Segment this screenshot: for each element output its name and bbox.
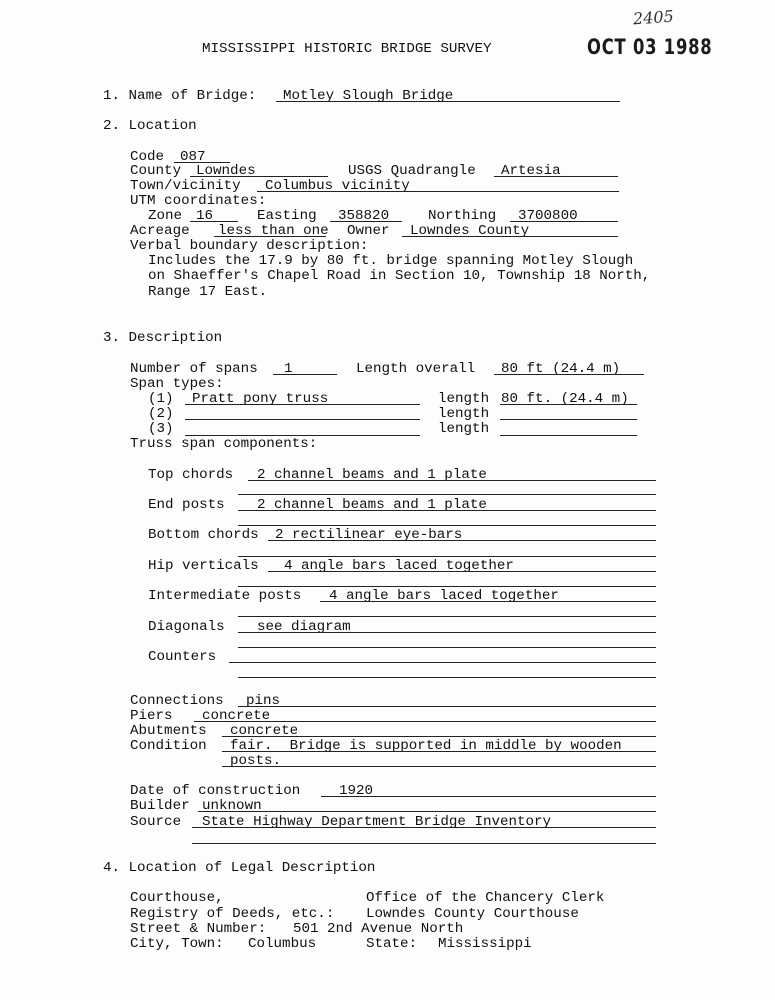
acreage-label: Acreage <box>130 223 190 239</box>
town-vicinity-value: Columbus vicinity <box>265 178 410 194</box>
number-of-spans-label: Number of spans <box>130 361 258 377</box>
connections-underline <box>238 706 656 707</box>
zone-value: 16 <box>196 208 214 224</box>
code-value: 087 <box>180 149 206 165</box>
span-row-type-underline <box>185 419 420 420</box>
street-number-label: Street & Number: <box>130 921 267 937</box>
intermediate-posts-label: Intermediate posts <box>148 588 302 604</box>
handwritten-file-number: 2405 <box>632 6 675 29</box>
northing-underline <box>510 221 618 222</box>
county-underline <box>190 176 328 177</box>
easting-label: Easting <box>257 208 317 224</box>
diagonals-underline <box>238 632 656 633</box>
received-date-stamp: OCT 03 1988 <box>587 35 713 59</box>
source-underline <box>192 827 656 828</box>
diagonals-label: Diagonals <box>148 619 225 635</box>
number-of-spans-value: 1 <box>284 361 293 377</box>
town-vicinity-underline <box>257 191 619 192</box>
bridge-name-value: Motley Slough Bridge <box>283 88 454 104</box>
piers-value: concrete <box>202 708 271 724</box>
city-town-value: Columbus <box>248 936 317 952</box>
condition-underline-2 <box>222 766 656 767</box>
hip-verticals-underline-2 <box>238 586 656 587</box>
bottom-chords-value: 2 rectilinear eye-bars <box>275 527 463 543</box>
bottom-chords-label: Bottom chords <box>148 527 259 543</box>
builder-value: unknown <box>202 798 262 814</box>
state-label: State: <box>366 936 418 952</box>
courthouse-value: Office of the Chancery Clerk <box>366 890 605 906</box>
boundary-description-label: Verbal boundary description: <box>130 238 369 254</box>
street-number-value: 501 2nd Avenue North <box>293 921 464 937</box>
condition-label: Condition <box>130 738 207 754</box>
condition-underline <box>222 751 656 752</box>
number-of-spans-underline <box>273 374 337 375</box>
counters-underline-2 <box>238 677 656 678</box>
length-overall-value: 80 ft (24.4 m) <box>501 361 621 377</box>
span-row-type-underline <box>185 404 420 405</box>
diagonals-value: see diagram <box>257 619 351 635</box>
boundary-description-line: Range 17 East. <box>148 284 268 300</box>
counters-underline <box>229 662 656 663</box>
span-row-length-underline <box>500 419 637 420</box>
end-posts-value: 2 channel beams and 1 plate <box>257 497 487 513</box>
span-row-type: Pratt pony truss <box>192 391 329 407</box>
bridge-name-underline <box>276 101 620 102</box>
zone-label: Zone <box>148 208 183 224</box>
truss-components-label: Truss span components: <box>130 436 318 452</box>
abutments-value: concrete <box>230 723 299 739</box>
end-posts-underline-2 <box>238 525 656 526</box>
registry-label: Registry of Deeds, etc.: <box>130 906 335 922</box>
span-row-number: (2) <box>148 406 174 422</box>
abutments-label: Abutments <box>130 723 207 739</box>
county-value: Lowndes <box>196 163 256 179</box>
source-value: State Highway Department Bridge Inventory <box>202 814 552 830</box>
source-label: Source <box>130 814 182 830</box>
counters-label: Counters <box>148 649 217 665</box>
owner-value: Lowndes County <box>410 223 530 239</box>
owner-underline <box>402 236 618 237</box>
end-posts-underline <box>238 510 656 511</box>
bottom-chords-underline-2 <box>238 556 656 557</box>
northing-value: 3700800 <box>518 208 578 224</box>
length-overall-label: Length overall <box>356 361 476 377</box>
northing-label: Northing <box>428 208 497 224</box>
state-value: Mississippi <box>438 936 532 952</box>
easting-underline <box>330 221 402 222</box>
connections-label: Connections <box>130 693 224 709</box>
builder-label: Builder <box>130 798 190 814</box>
condition-value-line1: fair. Bridge is supported in middle by wooden <box>230 738 622 754</box>
connections-value: pins <box>246 693 281 709</box>
span-row-length-label: length <box>438 391 490 407</box>
courthouse-label: Courthouse, <box>130 890 224 906</box>
utm-coordinates-label: UTM coordinates: <box>130 193 267 209</box>
usgs-quadrangle-underline <box>494 176 618 177</box>
location-heading: 2. Location <box>103 118 197 134</box>
end-posts-label: End posts <box>148 497 225 513</box>
description-heading: 3. Description <box>103 330 223 346</box>
top-chords-underline-2 <box>238 494 656 495</box>
condition-value-line2: posts. <box>230 753 282 769</box>
easting-value: 358820 <box>338 208 390 224</box>
source-underline-2 <box>192 843 656 844</box>
hip-verticals-underline <box>268 571 656 572</box>
span-row-length-label: length <box>438 421 490 437</box>
date-of-construction-value: 1920 <box>339 783 374 799</box>
length-overall-underline <box>494 374 644 375</box>
owner-label: Owner <box>347 223 390 239</box>
span-row-length-underline <box>500 435 637 436</box>
city-town-label: City, Town: <box>130 936 224 952</box>
top-chords-label: Top chords <box>148 467 234 483</box>
piers-label: Piers <box>130 708 173 724</box>
zone-underline <box>190 221 238 222</box>
diagonals-underline-2 <box>238 647 656 648</box>
town-vicinity-label: Town/vicinity <box>130 178 241 194</box>
form-title: MISSISSIPPI HISTORIC BRIDGE SURVEY <box>202 41 492 57</box>
hip-verticals-value: 4 angle bars laced together <box>284 558 514 574</box>
code-label: Code <box>130 149 165 165</box>
abutments-underline <box>222 736 656 737</box>
span-row-number: (1) <box>148 391 174 407</box>
span-row-length-label: length <box>438 406 490 422</box>
boundary-description-line: Includes the 17.9 by 80 ft. bridge spanning Motley Slough <box>148 253 634 269</box>
acreage-value: less than one <box>218 223 329 239</box>
span-types-label: Span types: <box>130 376 224 392</box>
usgs-quadrangle-label: USGS Quadrangle <box>348 163 476 179</box>
span-row-number: (3) <box>148 421 174 437</box>
top-chords-value: 2 channel beams and 1 plate <box>257 467 487 483</box>
legal-description-heading: 4. Location of Legal Description <box>103 860 376 876</box>
registry-value: Lowndes County Courthouse <box>366 906 579 922</box>
intermediate-posts-value: 4 angle bars laced together <box>329 588 559 604</box>
piers-underline <box>194 721 656 722</box>
date-of-construction-label: Date of construction <box>130 783 301 799</box>
span-row-length-value: 80 ft. (24.4 m) <box>501 391 629 407</box>
county-label: County <box>130 163 182 179</box>
span-row-length-underline <box>500 404 637 405</box>
intermediate-posts-underline-2 <box>238 616 656 617</box>
bridge-name-label: 1. Name of Bridge: <box>103 88 257 104</box>
boundary-description-line: on Shaeffer's Chapel Road in Section 10, Township 18 North, <box>148 268 651 284</box>
acreage-underline <box>214 236 326 237</box>
date-of-construction-underline <box>321 796 656 797</box>
intermediate-posts-underline <box>320 601 656 602</box>
usgs-quadrangle-value: Artesia <box>501 163 561 179</box>
bottom-chords-underline <box>268 540 656 541</box>
builder-underline <box>198 811 656 812</box>
hip-verticals-label: Hip verticals <box>148 558 259 574</box>
top-chords-underline <box>248 480 656 481</box>
